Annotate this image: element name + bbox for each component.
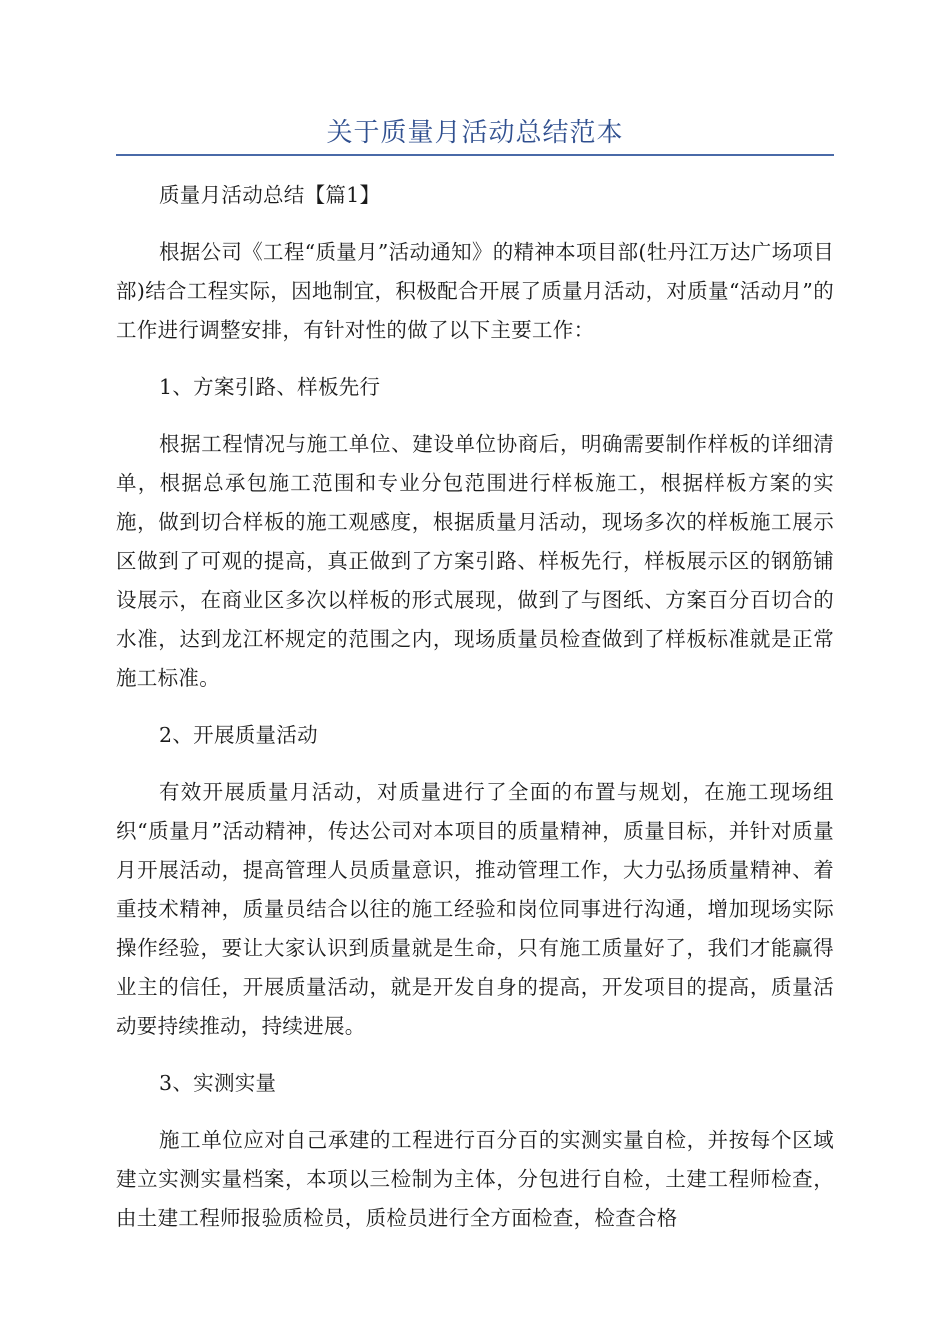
title-underline — [116, 154, 834, 156]
section-heading-3: 3、实测实量 — [159, 1071, 277, 1095]
section-heading-2: 2、开展质量活动 — [159, 723, 318, 747]
section-paragraph-1: 根据工程情况与施工单位、建设单位协商后，明确需要制作样板的详细清单，根据总承包施工范围和专业分包范围进行样板施工，根据样板方案的实施，做到切合样板的施工观感度，根据质量月活动，现场多次的样板施工展示区做到了可观的提高，真正做到了方案引路、样板先行，样板展示区的钢筋铺设展示，在商业区多次以样板的形式展现，做到了与图纸、方案百分百切合的水准，达到龙江杯规定的范围之内，现场质量员检查做到了样板标准就是正常施工标准。 — [116, 432, 834, 690]
section-heading-1: 1、方案引路、样板先行 — [159, 375, 381, 399]
document-title: 关于质量月活动总结范本 — [326, 118, 624, 148]
section-paragraph-2: 有效开展质量月活动，对质量进行了全面的布置与规划，在施工现场组织“质量月”活动精神，传达公司对本项目的质量精神，质量目标，并针对质量月开展活动，提高管理人员质量意识，推动管理工作，大力弘扬质量精神、着重技术精神，质量员结合以往的施工经验和岗位同事进行沟通，增加现场实际操作经验，要让大家认识到质量就是生命，只有施工质量好了，我们才能赢得业主的信任，开展质量活动，就是开发自身的提高，开发项目的提高，质量活动要持续推动，持续进展。 — [116, 780, 834, 1038]
document-body — [116, 176, 834, 1256]
section-paragraph-3: 施工单位应对自己承建的工程进行百分百的实测实量自检，并按每个区域建立实测实量档案，本项以三检制为主体，分包进行自检，土建工程师检查，由土建工程师报验质检员，质检员进行全方面检查，检查合格 — [116, 1128, 834, 1230]
intro-paragraph: 根据公司《工程“质量月”活动通知》的精神本项目部(牡丹江万达广场项目部)结合工程实际，因地制宜，积极配合开展了质量月活动，对质量“活动月”的工作进行调整安排，有针对性的做了以下主要工作： — [116, 240, 834, 342]
section-title: 质量月活动总结【篇1】 — [159, 183, 381, 207]
